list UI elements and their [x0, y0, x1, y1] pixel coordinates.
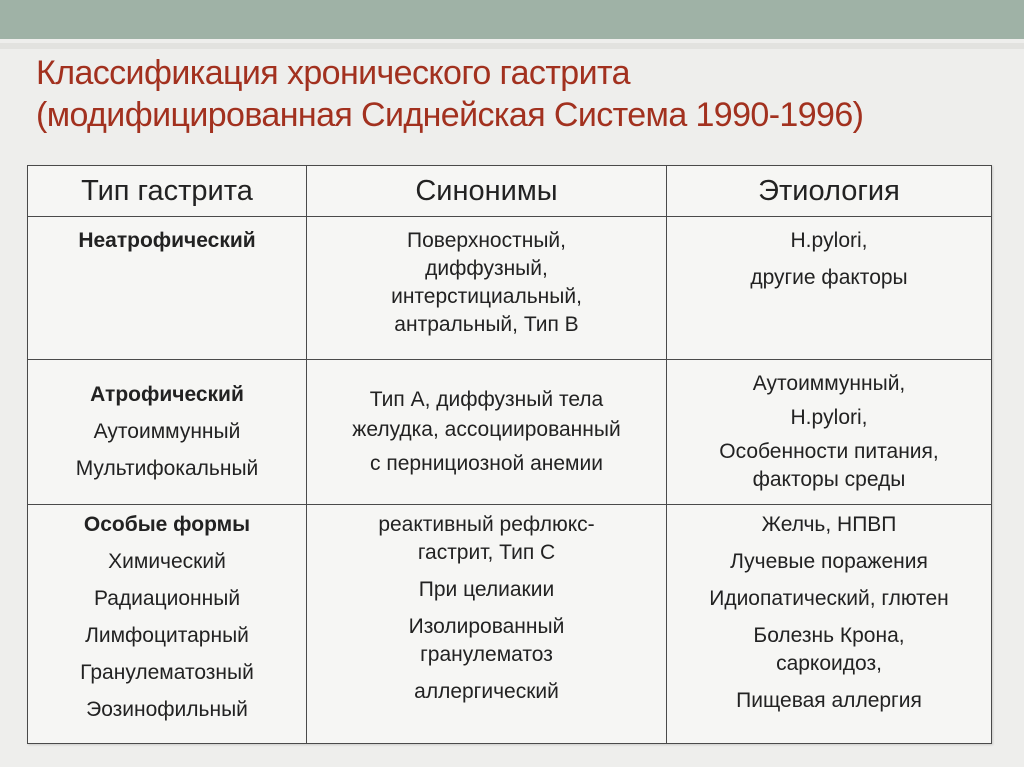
title-line-2: (модифицированная Сиднейская Система 1990-1996) [36, 96, 864, 134]
synonym-line: Тип А, диффузный тела [369, 388, 604, 411]
type-heading: Атрофический [90, 383, 244, 406]
type-heading: Особые формы [83, 513, 251, 536]
table-row [28, 505, 992, 744]
etiology-line: Лучевые поражения [730, 550, 928, 573]
top-divider [0, 43, 1024, 49]
classification-table [27, 165, 992, 744]
etiology-cell [667, 217, 992, 360]
synonym-line: гастрит, Тип С [417, 541, 556, 564]
synonym-line: с пернициозной анемии [370, 452, 603, 475]
etiology-line: H.pylori, [790, 406, 868, 429]
synonyms-cell [307, 360, 667, 505]
table-row [28, 217, 992, 360]
synonym-line: желудка, ассоциированный [352, 418, 621, 441]
etiology-cell [667, 360, 992, 505]
type-item: Лимфоцитарный [85, 624, 249, 647]
synonym-line: интерстициальный, [391, 285, 582, 308]
etiology-line: H.pylori, [790, 229, 868, 252]
synonyms-cell [307, 505, 667, 744]
type-cell [28, 505, 307, 744]
type-cell [28, 217, 307, 360]
synonym-line: Изолированный [408, 615, 565, 638]
synonym-line: диффузный, [425, 257, 548, 280]
table-header-row [28, 166, 992, 217]
type-heading: Неатрофический [78, 229, 256, 252]
synonyms-cell [307, 217, 667, 360]
header-type: Тип гастрита [28, 166, 307, 217]
etiology-line: саркоидоз, [776, 652, 882, 675]
type-item: Аутоиммунный [93, 420, 241, 443]
title-line-1: Классификация хронического гастрита [36, 54, 630, 92]
table-row [28, 360, 992, 505]
type-item: Мультифокальный [75, 457, 259, 480]
type-item: Химический [108, 550, 226, 573]
etiology-line: Пищевая аллергия [736, 689, 922, 712]
top-bar [0, 0, 1024, 39]
synonym-line: реактивный рефлюкс- [378, 513, 595, 536]
synonym-line: гранулематоз [420, 643, 553, 666]
etiology-line: Желчь, НПВП [761, 513, 897, 536]
type-item: Радиационный [93, 587, 241, 610]
etiology-line: Особенности питания, [719, 440, 939, 463]
etiology-cell [667, 505, 992, 744]
synonym-line: При целиакии [418, 578, 555, 601]
header-synonyms: Синонимы [307, 166, 667, 217]
type-item: Эозинофильный [86, 698, 248, 721]
etiology-line: Аутоиммунный, [752, 372, 906, 395]
type-cell [28, 360, 307, 505]
etiology-line: Идиопатический, глютен [709, 587, 949, 610]
synonym-line: антральный, Тип В [394, 313, 579, 336]
synonym-line: аллергический [414, 680, 559, 703]
etiology-line: другие факторы [750, 266, 908, 289]
type-item: Гранулематозный [80, 661, 254, 684]
synonym-line: Поверхностный, [407, 229, 566, 252]
etiology-line: Болезнь Крона, [753, 624, 905, 647]
etiology-line: факторы среды [752, 468, 906, 491]
page-title [36, 52, 996, 136]
header-etiology: Этиология [667, 166, 992, 217]
